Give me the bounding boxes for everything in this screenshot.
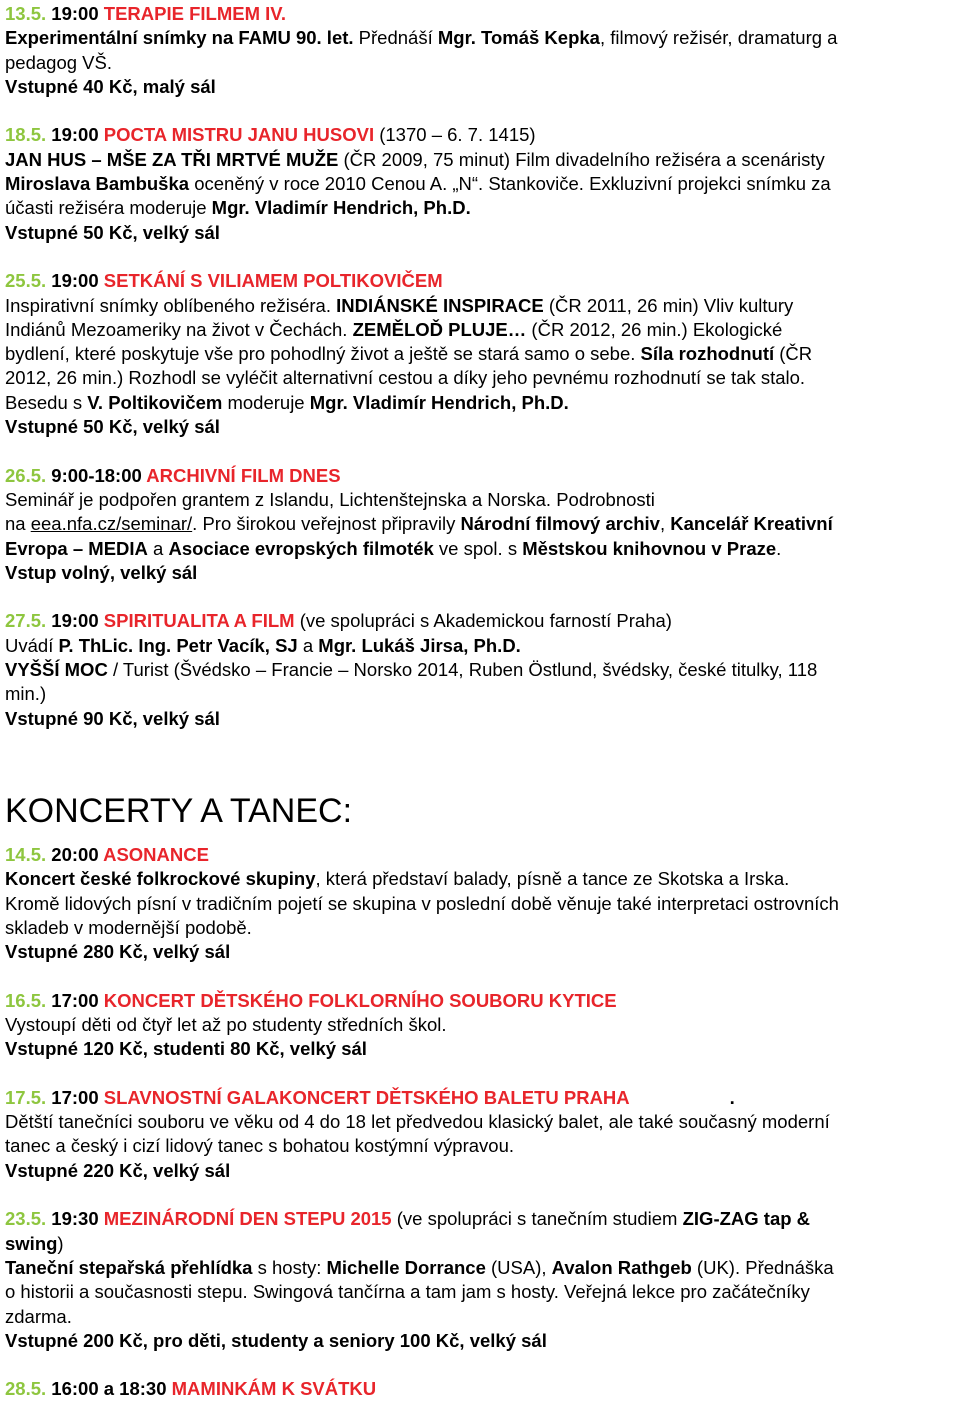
event-date: 14.5. xyxy=(5,843,47,865)
event-maminkam xyxy=(5,1377,955,1401)
event-description: Uvádí P. ThLic. Ing. Petr Vacík, SJ a Mgr. Lukáš Jirsa, Ph.D. xyxy=(5,634,521,656)
event-date: 26.5. xyxy=(5,464,47,486)
event-title: MAMINKÁM K SVÁTKU xyxy=(171,1378,377,1400)
event-time: 17:00 xyxy=(51,1086,99,1108)
event-setkani: 25.5. 19:00 SETKÁNÍ S VILIAMEM POLTIKOVIČEM Inspirativní snímky oblíbeného režiséra. INDIÁNSKÉ INSPIRACE (ČR 2011, 26 min) Vliv kultury Indiánů Mezoameriky na život v Čechách. ZEMĚLOĎ PLUJE… (ČR 2012, 26 min.) Ekologické bydlení, které poskytuje vše pro pohodlný život a ještě se stará samo o sebe. Síla rozhodnutí (ČR 2012, 26 min.) Rozhodl se vyléčit alternativní cestou a díky jeho pevnému rozhodnutí se tak stalo. Besedu s V. Poltikovičem moderuje Mgr. Vladimír Hendrich, Ph.D. Vstupné 50 Kč, velký sál xyxy=(5,269,955,439)
event-header xyxy=(5,464,955,488)
event-terapie xyxy=(5,2,955,99)
event-time: 19:00 xyxy=(51,124,99,146)
event-title: ARCHIVNÍ FILM DNES xyxy=(146,464,341,486)
event-time: 19:30 xyxy=(51,1208,99,1230)
event-entry: Vstupné 50 Kč, velký sál xyxy=(5,416,220,438)
event-title: SPIRITUALITA A FILM xyxy=(103,610,295,632)
event-time: 17:00 xyxy=(51,989,99,1011)
event-title: ASONANCE xyxy=(103,843,209,865)
event-hus: 18.5. 19:00 POCTA MISTRU JANU HUSOVI (1370 – 6. 7. 1415) JAN HUS – MŠE ZA TŘI MRTVÉ MUŽE (ČR 2009, 75 minut) Film divadelního režiséra a scenáristy Miroslava Bambuška oceněný v roce 2010 Cenou A. „N“. Stankoviče. Exkluzivní projekci snímku za účasti režiséra moderuje Mgr. Vladimír Hendrich, Ph.D. Vstupné 50 Kč, velký sál xyxy=(5,123,955,244)
event-description: Vystoupí děti od čtyř let až po studenty středních škol. xyxy=(5,1013,447,1035)
event-entry: Vstupné 220 Kč, velký sál xyxy=(5,1159,231,1181)
event-balet: 17.5. 17:00 SLAVNOSTNÍ GALAKONCERT DĚTSKÉHO BALETU PRAHA . Dětští tanečníci souboru ve věku od 4 do 18 let předvedou klasický balet, ale také současný moderní tanec a český i cizí lidový tanec s bohatou kostýmní výpravou. Vstupné 220 Kč, velký sál xyxy=(5,1086,955,1183)
event-time: 19:00 xyxy=(51,270,99,292)
event-entry: Vstupné 90 Kč, velký sál xyxy=(5,707,220,729)
event-header: 17.5. 17:00 SLAVNOSTNÍ GALAKONCERT DĚTSKÉHO BALETU PRAHA . xyxy=(5,1086,735,1108)
event-entry: Vstupné 40 Kč, malý sál xyxy=(5,75,216,97)
event-time: 16:00 a 18:30 xyxy=(51,1378,167,1400)
event-description-cont: pedagog VŠ. xyxy=(5,51,112,73)
seminar-link[interactable]: eea.nfa.cz/seminar/ xyxy=(30,513,193,535)
event-header: 23.5. 19:30 MEZINÁRODNÍ DEN STEPU 2015 (ve spolupráci s tanečním studiem ZIG-ZAG tap & xyxy=(5,1208,811,1230)
event-description: Seminář je podpořen grantem z Islandu, Lichtenštejnska a Norska. Podrobnosti xyxy=(5,488,655,510)
event-title: MEZINÁRODNÍ DEN STEPU 2015 xyxy=(103,1208,392,1230)
event-asonance: 14.5. 20:00 ASONANCE Koncert české folkrockové skupiny, která představí balady, písně a tance ze Skotska a Irska. Kromě lidových písní v tradičním pojetí se skupina v poslední době věnuje také interpretaci ostrovních skladeb v modernější podobě. Vstupné 280 Kč, velký sál xyxy=(5,843,955,964)
program-page xyxy=(5,2,955,1402)
event-date: 17.5. xyxy=(5,1086,47,1108)
event-step: 23.5. 19:30 MEZINÁRODNÍ DEN STEPU 2015 (ve spolupráci s tanečním studiem ZIG-ZAG tap & swing) Taneční stepařská přehlídka s hosty: Michelle Dorrance (USA), Avalon Rathgeb (UK). Přednáška o historii a současnosti stepu. Swingová tančírna a tam jam s hosty. Veřejná lekce pro začátečníky zdarma. Vstupné 200 Kč, pro děti, studenty a seniory 100 Kč, velký sál xyxy=(5,1207,955,1353)
event-header xyxy=(5,843,955,867)
event-entry: Vstupné 280 Kč, velký sál xyxy=(5,941,231,963)
event-header xyxy=(5,1377,955,1401)
event-description: Inspirativní snímky oblíbeného režiséra. INDIÁNSKÉ INSPIRACE (ČR 2011, 26 min) Vliv kultury xyxy=(5,294,794,316)
event-entry: Vstup volný, velký sál xyxy=(5,561,198,583)
event-description: Experimentální snímky na FAMU 90. let. Přednáší Mgr. Tomáš Kepka, filmový režisér, dramaturg a xyxy=(5,27,838,49)
event-title: TERAPIE FILMEM IV. xyxy=(103,3,287,24)
event-time: 9:00-18:00 xyxy=(51,464,142,486)
event-date: 18.5. xyxy=(5,124,47,146)
event-description: Dětští tanečníci souboru ve věku od 4 do 18 let předvedou klasický balet, ale také současný moderní xyxy=(5,1111,830,1133)
event-entry: Vstupné 200 Kč, pro děti, studenty a seniory 100 Kč, velký sál xyxy=(5,1329,547,1351)
event-date: 25.5. xyxy=(5,270,47,292)
event-header: 18.5. 19:00 POCTA MISTRU JANU HUSOVI (1370 – 6. 7. 1415) xyxy=(5,124,536,146)
event-entry: Vstupné 120 Kč, studenti 80 Kč, velký sál xyxy=(5,1038,367,1060)
event-title: KONCERT DĚTSKÉHO FOLKLORNÍHO SOUBORU KYTICE xyxy=(103,989,617,1011)
event-header xyxy=(5,2,955,26)
event-description: JAN HUS – MŠE ZA TŘI MRTVÉ MUŽE (ČR 2009, 75 minut) Film divadelního režiséra a scenáristy xyxy=(5,148,825,170)
event-spiritualita: 27.5. 19:00 SPIRITUALITA A FILM (ve spolupráci s Akademickou farností Praha) Uvádí P. ThLic. Ing. Petr Vacík, SJ a Mgr. Lukáš Jirsa, Ph.D. VYŠŠÍ MOC / Turist (Švédsko – Francie – Norsko 2014, Ruben Östlund, švédsky, české titulky, 118 min.) Vstupné 90 Kč, velký sál xyxy=(5,609,955,730)
event-time: 20:00 xyxy=(51,843,99,865)
event-kytice xyxy=(5,989,955,1062)
event-date: 13.5. xyxy=(5,3,47,24)
event-archiv: 26.5. 9:00-18:00 ARCHIVNÍ FILM DNES Seminář je podpořen grantem z Islandu, Lichtenštejnska a Norska. Podrobnosti na eea.nfa.cz/seminar/. Pro širokou veřejnost připravily Národní filmový archiv, Kancelář Kreativní Evropa – MEDIA a Asociace evropských filmoték ve spol. s Městskou knihovnou v Praze. Vstup volný, velký sál xyxy=(5,464,955,585)
event-date: 23.5. xyxy=(5,1208,47,1230)
event-date: 27.5. xyxy=(5,610,47,632)
event-description: Koncert české folkrockové skupiny, která představí balady, písně a tance ze Skotska a Irska. xyxy=(5,868,790,890)
event-time: 19:00 xyxy=(51,3,99,24)
event-time: 19:00 xyxy=(51,610,99,632)
event-description: Taneční stepařská přehlídka s hosty: Michelle Dorrance (USA), Avalon Rathgeb (UK). Přednáška xyxy=(5,1256,834,1278)
section-heading: KONCERTY A TANEC: xyxy=(5,791,353,830)
event-title: POCTA MISTRU JANU HUSOVI xyxy=(103,124,375,146)
event-header xyxy=(5,989,955,1013)
event-header: 27.5. 19:00 SPIRITUALITA A FILM (ve spolupráci s Akademickou farností Praha) xyxy=(5,610,672,632)
event-date: 16.5. xyxy=(5,989,47,1011)
event-entry: Vstupné 50 Kč, velký sál xyxy=(5,221,220,243)
event-title: SLAVNOSTNÍ GALAKONCERT DĚTSKÉHO BALETU PRAHA xyxy=(103,1086,630,1108)
event-header xyxy=(5,269,955,293)
event-date: 28.5. xyxy=(5,1378,47,1400)
event-title: SETKÁNÍ S VILIAMEM POLTIKOVIČEM xyxy=(103,270,443,292)
